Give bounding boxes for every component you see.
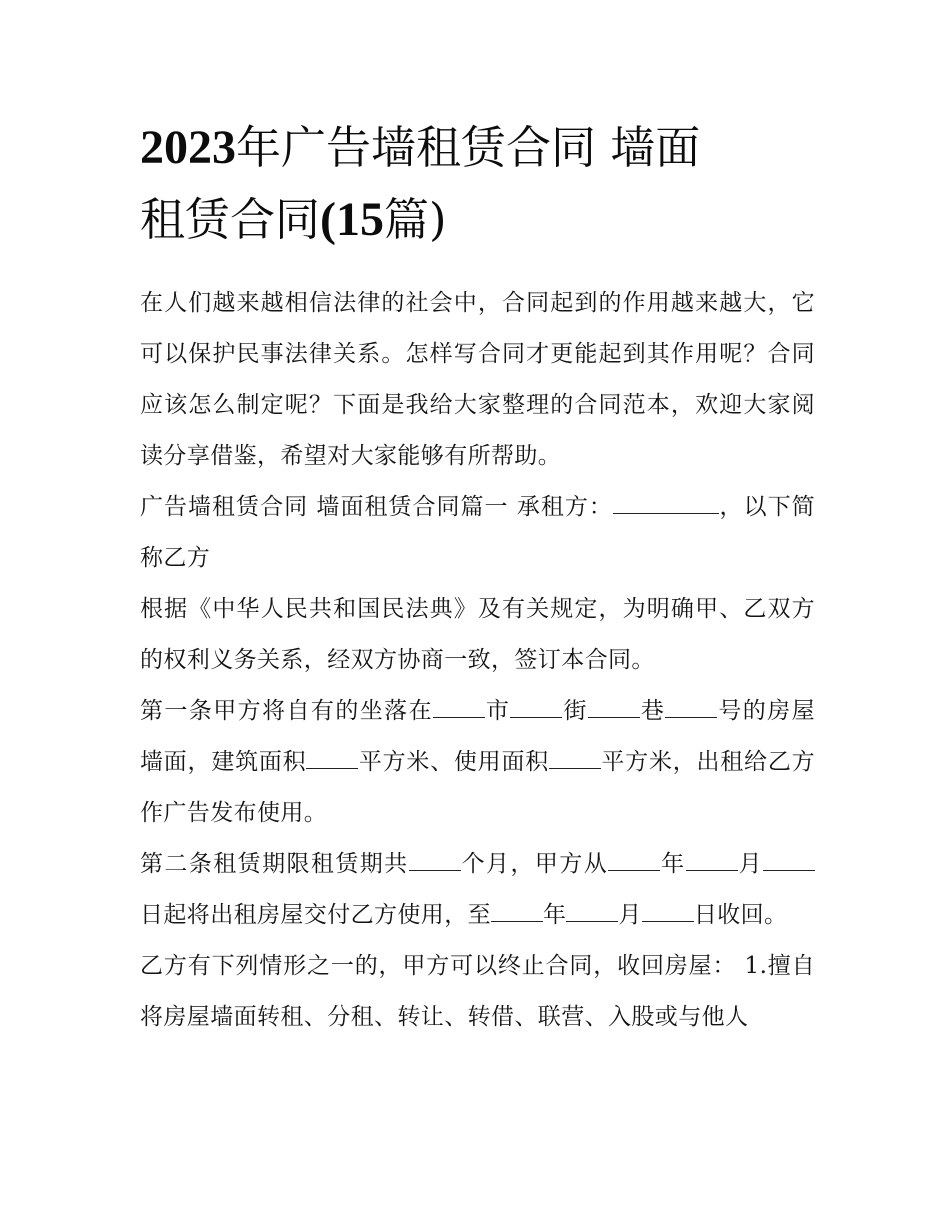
- title-year: 2023: [140, 121, 236, 174]
- document-title: [140, 112, 820, 256]
- paragraph-basis: 根据《中华人民共和国民法典》及有关规定，为明确甲、乙双方的权利义务关系，经双方协商一致，签订本合同。: [140, 596, 815, 673]
- fill-blank: [409, 850, 461, 871]
- fill-blank: [608, 850, 660, 871]
- paragraph-article-1: [140, 686, 815, 839]
- text-segment: 第一条甲方将自有的坐落在: [140, 698, 433, 724]
- title-line1-text: 年广告墙租赁合同 墙面: [236, 121, 701, 174]
- paragraph-intro: 在人们越来越相信法律的社会中，合同起到的作用越来越大，它可以保护民事法律关系。怎样写合同才更能起到其作用呢？合同应该怎么制定呢？下面是我给大家整理的合同范本，欢迎大家阅读分享借鉴，希望对大家能够有所帮助。: [140, 290, 815, 469]
- text-segment: 平方米，出租给乙方作广告发布使用。: [140, 749, 815, 826]
- text-segment: 市: [485, 698, 511, 724]
- fill-blank: [306, 748, 358, 769]
- paragraph-termination: 乙方有下列情形之一的，甲方可以终止合同，收回房屋： 1.擅自将房屋墙面转租、分租、转让、转借、联营、入股或与他人: [140, 953, 815, 1030]
- text-segment: 月: [737, 851, 763, 877]
- fill-blank: [566, 901, 618, 922]
- fill-blank: [613, 493, 719, 514]
- fill-blank: [588, 697, 640, 718]
- fill-blank: [763, 850, 815, 871]
- fill-blank: [433, 697, 485, 718]
- fill-blank: [686, 850, 738, 871]
- title-line2-end: 篇): [384, 193, 447, 246]
- text-segment: 年: [660, 851, 686, 877]
- text-segment: 平方米、使用面积: [358, 749, 550, 775]
- text-segment: 年: [543, 902, 567, 928]
- text-segment: 日收回。: [693, 902, 788, 928]
- paragraph-lessee: [140, 482, 815, 584]
- text-segment: 月: [618, 902, 642, 928]
- text-segment: 个月，甲方从: [460, 851, 609, 877]
- text-segment: 巷: [639, 698, 666, 724]
- text-segment: ，以下简称乙方: [140, 494, 815, 571]
- fill-blank: [665, 697, 717, 718]
- title-line2-text: 租赁合同: [140, 193, 321, 246]
- text-segment: 日起将出租房屋交付乙方使用，至: [140, 902, 491, 928]
- paragraph-article-2: [140, 839, 815, 941]
- text-segment: 号的房屋墙面，建筑面积: [140, 698, 815, 775]
- text-segment: 广告墙租赁合同 墙面租赁合同篇一 承租方：: [140, 494, 613, 520]
- title-count: (15: [320, 193, 384, 246]
- fill-blank: [642, 901, 694, 922]
- fill-blank: [549, 748, 601, 769]
- text-segment: 第二条租赁期限租赁期共: [140, 851, 409, 877]
- fill-blank: [510, 697, 562, 718]
- fill-blank: [491, 901, 543, 922]
- text-segment: 街: [562, 698, 588, 724]
- document-body: [140, 278, 815, 1043]
